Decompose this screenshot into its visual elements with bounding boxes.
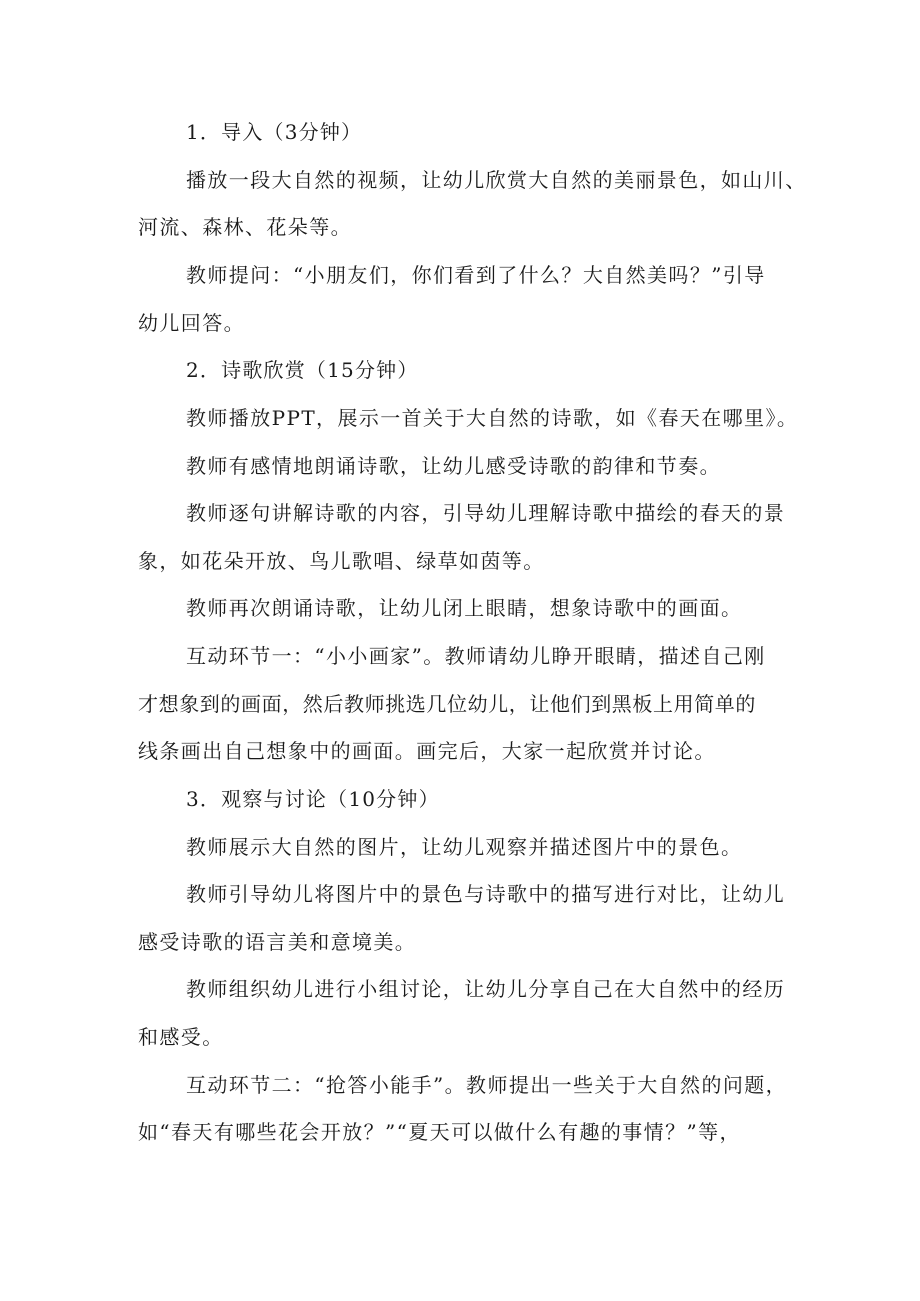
paragraph-line: 河流、森林、花朵等。 <box>138 215 352 239</box>
paragraph-line: 教师有感情地朗诵诗歌，让幼儿感受诗歌的韵律和节奏。 <box>186 454 721 478</box>
paragraph-line: 播放一段大自然的视频，让幼儿欣赏大自然的美丽景色，如山川、 <box>186 168 807 192</box>
paragraph-line: 教师引导幼儿将图片中的景色与诗歌中的描写进行对比，让幼儿 <box>186 882 786 906</box>
paragraph-line: 教师组织幼儿进行小组讨论，让幼儿分享自己在大自然中的经历 <box>186 977 786 1001</box>
paragraph-line: 如“春天有哪些花会开放？”“夏天可以做什么有趣的事情？”等， <box>138 1120 741 1144</box>
section-heading-observe: 3．观察与讨论（10分钟） <box>186 787 440 811</box>
paragraph-line: 幼儿回答。 <box>138 311 245 335</box>
paragraph-line: 互动环节二：“抢答小能手”。教师提出一些关于大自然的问题， <box>186 1073 788 1097</box>
paragraph-line: 线条画出自己想象中的画面。画完后，大家一起欣赏并讨论。 <box>138 739 716 763</box>
paragraph-line: 才想象到的画面，然后教师挑选几位幼儿，让他们到黑板上用简单的 <box>138 692 756 716</box>
paragraph-line: 教师提问：“小朋友们，你们看到了什么？大自然美吗？”引导 <box>186 263 766 287</box>
paragraph-line: 教师再次朗诵诗歌，让幼儿闭上眼睛，想象诗歌中的画面。 <box>186 596 743 620</box>
paragraph-line: 象，如花朵开放、鸟儿歌唱、绿草如茵等。 <box>138 549 545 573</box>
paragraph-line: 感受诗歌的语言美和意境美。 <box>138 930 417 954</box>
paragraph-line: 和感受。 <box>138 1025 224 1049</box>
section-heading-intro: 1．导入（3分钟） <box>186 120 363 144</box>
paragraph-line: 互动环节一：“小小画家”。教师请幼儿睁开眼睛，描述自己刚 <box>186 644 766 668</box>
paragraph-line: 教师展示大自然的图片，让幼儿观察并描述图片中的景色。 <box>186 835 743 859</box>
paragraph-line: 教师播放PPT，展示一首关于大自然的诗歌，如《春天在哪里》。 <box>186 406 799 430</box>
paragraph-line: 教师逐句讲解诗歌的内容，引导幼儿理解诗歌中描绘的春天的景 <box>186 501 786 525</box>
section-heading-poem: 2．诗歌欣赏（15分钟） <box>186 358 419 382</box>
